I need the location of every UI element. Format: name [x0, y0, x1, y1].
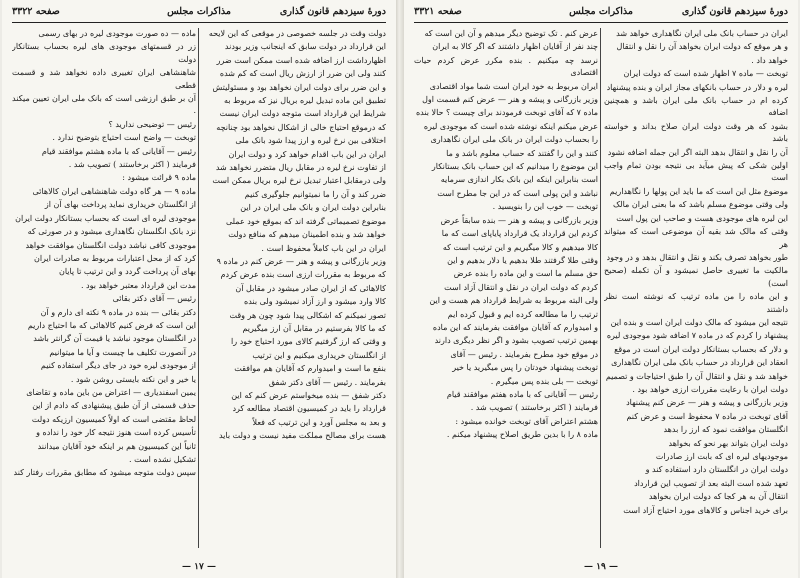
- text-line: کنند ولی این ضرر از ارزش ریال است که کم شده: [219, 69, 386, 79]
- text-line: این موضوع را میدانیم که این حساب بانک بستانکار: [431, 162, 598, 172]
- text-line: وقتی که مالک شد بقیه آن موضوعی است که میتواند هر: [604, 227, 788, 249]
- text-line: وزیر بازرگانی و پیشه و هنر — عرض کنم قسمت اول: [422, 95, 598, 105]
- text-line: وقتی طلا گرفتند طلا بدهیم یا دلار بدهیم و این: [447, 255, 598, 265]
- text-line: رئیس — آقایانی که با ماده هشتم موافقند قیام: [41, 146, 196, 156]
- text-line: مدت این قرارداد معتبر خواهد بود .: [80, 280, 196, 290]
- text-line: دولت ایران بتواند بهر نحو که بخواهد: [668, 438, 788, 448]
- text-line: از انگلستان خریداری نماید پرداخت بهای آن از: [44, 200, 196, 210]
- text-line: وزیر بازرگانی و پیشه و هنر — عرض کنم پیشنهاد: [626, 398, 788, 408]
- text-line: نزد بانک انگلستان نگاهداری میشود و در صورتی که: [27, 227, 196, 237]
- text-line: هست برای مصالح مملکت مفید نیست و دولت باید: [218, 431, 386, 441]
- text-line: تطبیق این ماده تبدیل لیره بریال نیز که مربوط به: [223, 96, 386, 106]
- text-line: و این ماده را من ماده ترتیب که نوشته است نظر داشتند: [604, 292, 788, 314]
- text-line: که مربوط به مقررات ارزی است بنده عرض کردم: [220, 270, 386, 280]
- text-line: دولت ایران در انگلستان دارد استفاده کند و: [645, 465, 788, 475]
- text-line: این لیره های موجودی هست و صاحب این پول است: [616, 213, 788, 223]
- left-page: [2, 0, 396, 578]
- text-line: فرمایند ( اکثر برخاستند ) تصویب شد .: [68, 160, 196, 170]
- text-line: برای خرید اجناس و کالاهای مورد احتیاج آزاد است: [623, 505, 788, 515]
- text-line: در انگلستان موجود نباشد یا قیمت آن گرانتر باشد: [33, 334, 196, 344]
- text-line: که ما کالا بفرستیم در مقابل آن ارز میگیریم: [242, 323, 386, 333]
- text-line: کردم این قرارداد یک قرارداد پایاپای است که ما: [441, 229, 598, 239]
- text-line: است بنابراین اینکه این بانک بکار اندازی سرمایه: [440, 175, 598, 185]
- text-line: خواهد شد و بنده اطمینان میدهم که منافع دولت: [228, 230, 386, 240]
- text-line: بهمین ترتیب تصویب بشود و اگر نظر دیگری دارند: [434, 336, 598, 346]
- text-line: تشکیل نشده است .: [129, 455, 196, 464]
- text-line: انعقاد این قرارداد در حساب بانک ملی ایران نگاهداری: [611, 358, 788, 368]
- text-line: بنابراین دولت ایران و بانک ملی ایران در این: [240, 203, 386, 213]
- text-line: ایران در این باب اقدام خواهد کرد و دولت ایران: [228, 149, 386, 159]
- text-line: توبخت پیشنهاد خودتان را پس میگیرید یا خیر: [452, 363, 598, 373]
- text-line: آن را نقل و انتقال بدهد البته اگر این جمله اضافه نشود: [607, 147, 788, 157]
- text-line: و دلار که بحساب بستانکار دولت ایران است در موقع: [614, 344, 788, 354]
- left-folio: — ۱۷ —: [182, 562, 216, 572]
- left-column-divider: [198, 28, 199, 548]
- text-line: تأسیس کرده است هنوز نتیجه کار خود را نداده و: [36, 428, 196, 438]
- text-line: موضوع تصمیماتی گرفته اند که بموقع خود عملی: [226, 216, 386, 226]
- text-line: لیره و دلار در حساب بانکهای مجاز ایران و بنده پیشنهاد: [606, 82, 788, 92]
- text-line: شرایط این قرارداد است متوجه دولت ایران نیست: [219, 109, 386, 119]
- text-line: بهای آن پرداخت گردد و این ترتیب تا پایان: [58, 267, 196, 277]
- text-line: ولی البته مربوط به شرایط قرارداد هم هست و این: [429, 296, 598, 306]
- text-line: و هر موقع که دولت ایران بخواهد آن را نقل و انتقال: [616, 42, 788, 52]
- text-line: نرسد چه میکنیم . بنده مکرر عرض کردم حیات اقتصادی: [414, 55, 598, 78]
- right-page-title: مذاکرات مجلس: [569, 6, 633, 17]
- text-line: طور بخواهد تصرف بکند و نقل و انتقال بدهد و در وجود: [606, 252, 788, 262]
- text-line: وزیر بازرگانی و پیشه و هنر — عرض کنم در ماده ۹: [216, 256, 386, 266]
- right-page-column-right: [604, 28, 788, 548]
- text-line: تصور نمیکنم که اشکالی پیدا شود چون هر وقت: [229, 310, 386, 320]
- text-line: و وقتی که ارز گرفتیم کالای مورد احتیاج خود را: [230, 337, 386, 347]
- text-line: در موقع خود مطرح بفرمایند . رئیس — آقای: [450, 349, 598, 359]
- text-line: ماده ۷ که آقای توبخت فرمودند برای چیست ؟ حالا بنده: [415, 108, 598, 118]
- text-line: دولت ایران با رعایت مقررات ارزی خواهد بود .: [632, 384, 788, 394]
- text-line: موجودی کافی نباشد دولت انگلستان موافقت خواهد: [25, 240, 196, 250]
- left-page-label: صفحه ۳۳۲۲: [12, 6, 60, 17]
- text-line: موضوع مثل این است که ما باید این پولها را نگاهداریم: [609, 186, 788, 196]
- right-running-head: دورهٔ سیزدهم قانون گذاری: [681, 6, 788, 17]
- text-line: اختلافی بین نرخ لیره و ارز پیدا شود بانک ملی: [235, 136, 386, 146]
- text-line: موجودیهای لیره ای که بابت ارز صادرات: [655, 452, 788, 461]
- text-line: کنند و این را گفتند که حساب معلوم باشد و ما: [446, 148, 598, 158]
- text-line: کالاهائی که از ایران صادر میشود در مقابل آن: [235, 283, 386, 293]
- text-line: اولین شکی که پیش میآید بی نتیجه بودن تمام واجب است: [604, 161, 788, 183]
- text-line: ترتیب را ما مطالعه کرده ایم و قبول کرده ایم: [447, 309, 598, 319]
- text-line: وزیر بازرگانی و پیشه و هنر — بنده سابقاً عرض: [440, 215, 598, 225]
- text-line: لحاظ مقتضی است که اولاً کمیسیون ارزیکه دولت: [31, 414, 196, 424]
- text-line: کرده ام در حساب بانک ملی ایران باشد و همچنین اضافه: [604, 96, 788, 118]
- text-line: توبخت — بلی بنده پس میگیرم .: [490, 376, 598, 386]
- book-gutter: [396, 0, 404, 578]
- right-page-header: [414, 6, 788, 20]
- text-line: تعهد شده است البته بعد از تصویب این قرارداد: [634, 478, 788, 488]
- right-header-rule: [414, 22, 788, 23]
- text-line: ثانیاً این کمیسیون هم بر اینکه خود آقایان میدانند: [37, 441, 196, 451]
- text-line: ولی درمقابل اعتبار تبدیل نرخ لیره بریال ممکن است: [212, 176, 386, 186]
- text-line: کرد که از محل اعتبارات مربوط به صادرات ایران: [33, 253, 196, 263]
- text-line: نباشد و این پولی است که در این جا مطرح است: [437, 188, 598, 198]
- text-line: حذف قسمتی از آن طبق پیشنهادی که دادم از این: [32, 401, 196, 411]
- text-line: توبخت — ماده ۷ اظهار شده است که دولت ایران: [623, 69, 788, 79]
- text-line: توبخت — واضح است احتیاج بتوضیح ندارد .: [52, 133, 196, 143]
- text-line: یمین اسفندیاری — اعتراض من باین ماده و تقاضای: [26, 387, 196, 397]
- text-line: حق مسلم ما است و این ماده را بنده عرض: [453, 269, 598, 279]
- text-line: این است که فرض کنیم کالاهائی که ما احتیاج داریم: [27, 320, 196, 330]
- text-line: از انگلستان خریداری میکنیم و این ترتیب: [252, 350, 386, 360]
- text-line: مالکیت ما تغییری حاصل نمیشود و آن تکمله (صحیح است): [604, 266, 788, 288]
- text-line: کردم که دولت ایران در نقل و انتقال آزاد است: [444, 282, 598, 292]
- right-folio: — ۱۹ —: [584, 562, 618, 572]
- right-column-divider: [600, 28, 601, 548]
- text-line: رئیس — توضیحی ندارید ؟: [108, 119, 196, 129]
- right-page-column-left: [414, 28, 598, 548]
- text-line: کالا میدهیم و کالا میگیریم و این ترتیب است که: [442, 242, 598, 252]
- left-header-rule: [12, 22, 386, 23]
- text-line: خواهد داد .: [751, 55, 788, 65]
- text-line: این قرارداد در دولت سابق که اینجانب وزیر بودند: [224, 42, 386, 52]
- text-line: در آنصورت تکلیف ما چیست و آیا ما میتوانیم: [49, 347, 196, 357]
- text-line: عرض کنم . تک توضیح دیگر میدهم و آن این است که: [424, 29, 598, 38]
- text-line: آقای توبخت در ماده ۷ محفوظ است و عرض کنم: [626, 411, 788, 421]
- left-page-title: مذاکرات مجلس: [167, 6, 231, 17]
- text-line: دولت وقت در جلسه خصوصی در موقعی که این لایحه: [208, 29, 386, 38]
- text-line: شاهنشاهی ایران تغییری داده نخواهد شد و قسمت قطعی: [12, 68, 196, 90]
- text-line: انگلستان موافقت نمود که ارز را بدهد: [663, 425, 788, 435]
- right-page-label: صفحه ۳۳۲۱: [414, 6, 462, 17]
- text-line: ضرر کند و آن را ما نمیتوانیم جلوگیری کنیم: [244, 189, 386, 199]
- text-line: آن بر طبق ارزشی است که بانک ملی ایران تعیین میکند .: [12, 94, 196, 116]
- text-line: دکتر بقائی — بنده در ماده ۹ نکته ای دارم و آن: [40, 307, 196, 317]
- text-line: از موجودی لیره خود در جای دیگر استفاده کنیم: [40, 361, 196, 371]
- text-line: و این ضرر برای دولت ایران نخواهد بود و مسئولیتش: [212, 82, 386, 92]
- text-line: ماده ۸ را با بدین طریق اصلاح پیشنهاد میکنم .: [446, 430, 598, 440]
- text-line: سپس دولت متوجه میشود که مطابق مقررات رفتار کند: [13, 468, 196, 478]
- right-page: [404, 0, 798, 578]
- left-page-header: [12, 6, 386, 20]
- text-line: بنفع ما است و امیدوارم که آقایان هم موافقت: [234, 364, 386, 374]
- text-line: قرارداد را باید در کمیسیون اقتصاد مطالعه کرد: [232, 404, 386, 414]
- text-line: موجودی لیره ای است که بحساب بستانکار دولت ایران: [15, 213, 196, 223]
- text-line: اظهارداشت ارز اضافه شده است ممکن است ضرر: [216, 55, 386, 65]
- text-line: هشتم اعتراض آقای توبخت خوانده میشود :: [455, 416, 598, 426]
- text-line: ایران در حساب بانک ملی ایران نگاهداری خواهد شد: [616, 29, 788, 38]
- text-line: رئیس — آقایانی که با ماده هفتم موافقند قیام: [446, 389, 598, 399]
- text-line: خواهد شد و نقل و انتقال آن را طبق احتیاجات و تصمیم: [605, 371, 788, 381]
- text-line: ماده — ده صورت موجودی لیره در بهای رسمی: [38, 29, 196, 38]
- text-line: بفرمایند . رئیس — آقای دکتر شفق: [268, 377, 386, 387]
- text-line: یا خیر و این نکته بایستی روشن شود .: [70, 374, 196, 384]
- text-line: که درموقع احتیاج خالی از اشکال نخواهد بود چنانچه: [216, 122, 386, 132]
- text-line: رئیس — آقای دکتر بقائی: [112, 294, 196, 304]
- text-line: ماده ۹ قرائت میشود :: [122, 173, 196, 183]
- left-page-column-right: [202, 28, 386, 548]
- left-running-head: دورهٔ سیزدهم قانون گذاری: [279, 6, 386, 17]
- text-line: کالا وارد میشود و ارز آزاد نمیشود ولی بنده: [244, 297, 386, 307]
- text-line: را بحساب دولت ایران در بانک ملی ایران نگاهداری: [430, 135, 598, 145]
- text-line: دکتر شفق — بنده میخواستم عرض کنم که این: [231, 390, 386, 400]
- text-line: فرمایند ( اکثر برخاستند ) تصویب شد .: [470, 403, 598, 413]
- text-line: و امیدوارم که آقایان موافقت بفرمایند که این ماده: [432, 322, 598, 332]
- text-line: زر در قسمتهای موجودی های لیره بحساب بستانکار دولت: [12, 42, 196, 64]
- text-line: انتقال آن به هر کجا که دولت ایران بخواهد: [648, 492, 788, 502]
- text-line: ایران مربوط به خود ایران است شما مواد اقتصادی: [429, 81, 598, 91]
- text-line: بشود که هر وقت دولت ایران صلاح بداند و خواسته باشد: [604, 121, 788, 144]
- text-line: پیشنهاد را کردم که در ماده ۷ اضافه شود موجودی لیره: [606, 331, 788, 341]
- text-line: ایران در این باب کاملاً محفوظ است .: [261, 243, 386, 253]
- text-line: ولی وقتی موضوع مسلم باشد که ما بعنی ایران مالک: [613, 200, 788, 210]
- text-line: و بعد به مجلس آورد و این ترتیب که فعلاً: [252, 417, 386, 427]
- text-line: نتیجه این میشود که مالک دولت ایران است و بنده این: [610, 317, 788, 327]
- text-line: توبخت — خوب این را بنویسید .: [492, 202, 598, 212]
- text-line: ماده ۹ — هر گاه دولت شاهنشاهی ایران کالاهائی: [32, 186, 196, 196]
- text-line: عرض میکنم اینکه نوشته شده است که موجودی لیره: [423, 121, 598, 131]
- text-line: از تفاوت نرخ لیره در مقابل ریال متضرر نخواهد شد: [215, 163, 386, 173]
- left-page-column-left: [12, 28, 196, 548]
- text-line: چند نفر از آقایان اظهار داشتند که اگر کالا به ایران: [432, 42, 598, 52]
